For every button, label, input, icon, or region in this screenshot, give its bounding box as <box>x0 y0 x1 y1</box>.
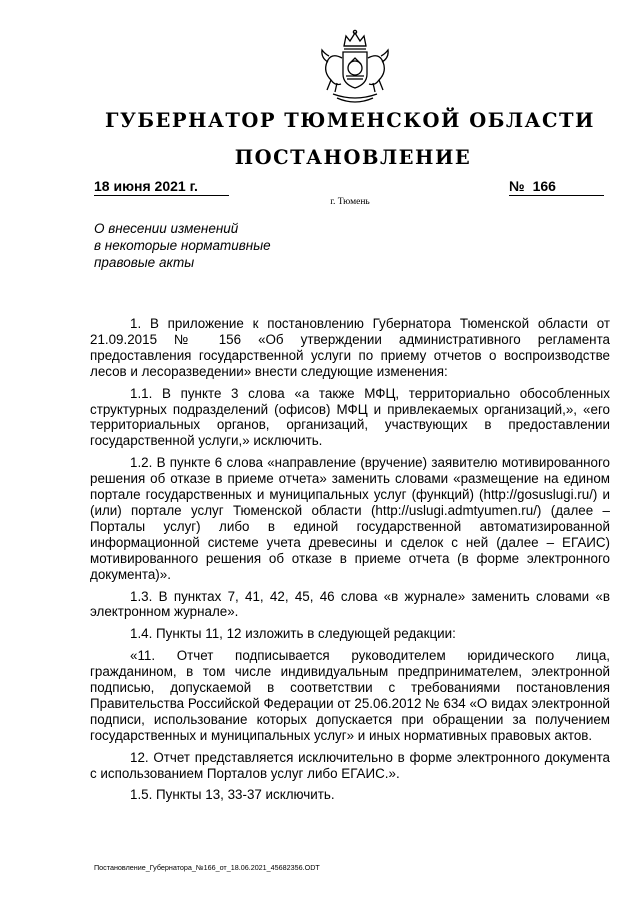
body-paragraph: 1.2. В пункте 6 слова «направление (вручение) заявителю мотивированного решения об отказе в приеме отчета» заменить словами «размещение на едином портале государственных и муниципальных услуг (функций) (http://gosuslugi.ru/) и (или) портале услуг Тюменской области (http://uslugi.admtyumen.ru/) (далее – Порталы услуг) либо в единой государственной автоматизированной информационной системе учета древесины и сделок с ней (далее – ЕГАИС) мотивированного решения об отказе в приеме отчета (в форме электронного документа)». <box>90 455 610 582</box>
document-date: 18 июня 2021 г. <box>94 178 229 196</box>
document-body <box>90 316 610 809</box>
body-paragraph: 12. Отчет представляется исключительно в форме электронного документа с использованием Порталов услуг либо ЕГАИС.». <box>90 749 610 781</box>
subject-line: правовые акты <box>94 255 195 270</box>
subject-line: в некоторые нормативные <box>94 238 271 253</box>
document-number: 166 <box>532 178 556 194</box>
document-city: г. Тюмень <box>330 197 370 207</box>
coat-of-arms-icon <box>313 28 397 112</box>
governor-title: ГУБЕРНАТОР ТЮМЕНСКОЙ ОБЛАСТИ <box>105 109 595 132</box>
body-paragraph: «11. Отчет подписывается руководителем юридического лица, гражданином, в том числе индивидуальным предпринимателем, электронной подписью, допускаемой в соответствии с требованиями постановления Правительства Российской Федерации от 25.06.2012 № 634 «О видах электронной подписи, использование которых допускается при обращении за получением государственных и муниципальных услуг» и иных нормативных правовых актов. <box>90 648 610 743</box>
body-paragraph: 1.1. В пункте 3 слова «а также МФЦ, территориально обособленных структурных подразделений (офисов) МФЦ и привлекаемых организаций,», «его территориальных органов, организаций, участвующих в предоставлении государственной услуги,» исключить. <box>90 385 610 449</box>
body-paragraph: 1.4. Пункты 11, 12 изложить в следующей редакции: <box>130 626 456 642</box>
document-number-field <box>509 178 604 196</box>
footer-filename: Постановление_Губернатора_№166_от_18.06.2021_45682356.ODT <box>94 863 320 872</box>
body-paragraph: 1.5. Пункты 13, 33-37 исключить. <box>130 787 335 803</box>
body-paragraph: 1.3. В пунктах 7, 41, 42, 45, 46 слова «в журнале» заменить словами «в электронном журнале». <box>90 588 610 620</box>
number-sign: № <box>509 178 525 194</box>
subject-line: О внесении изменений <box>94 221 239 236</box>
body-paragraph: 1. В приложение к постановлению Губернатора Тюменской области от 21.09.2015 № 156 «Об утверждении административного регламента предоставления государственной услуги по приему отчетов о воспроизводстве лесов и лесоразведении» внести следующие изменения: <box>90 316 610 379</box>
document-type-title: ПОСТАНОВЛЕНИЕ <box>234 146 472 169</box>
document-subject <box>94 220 324 271</box>
